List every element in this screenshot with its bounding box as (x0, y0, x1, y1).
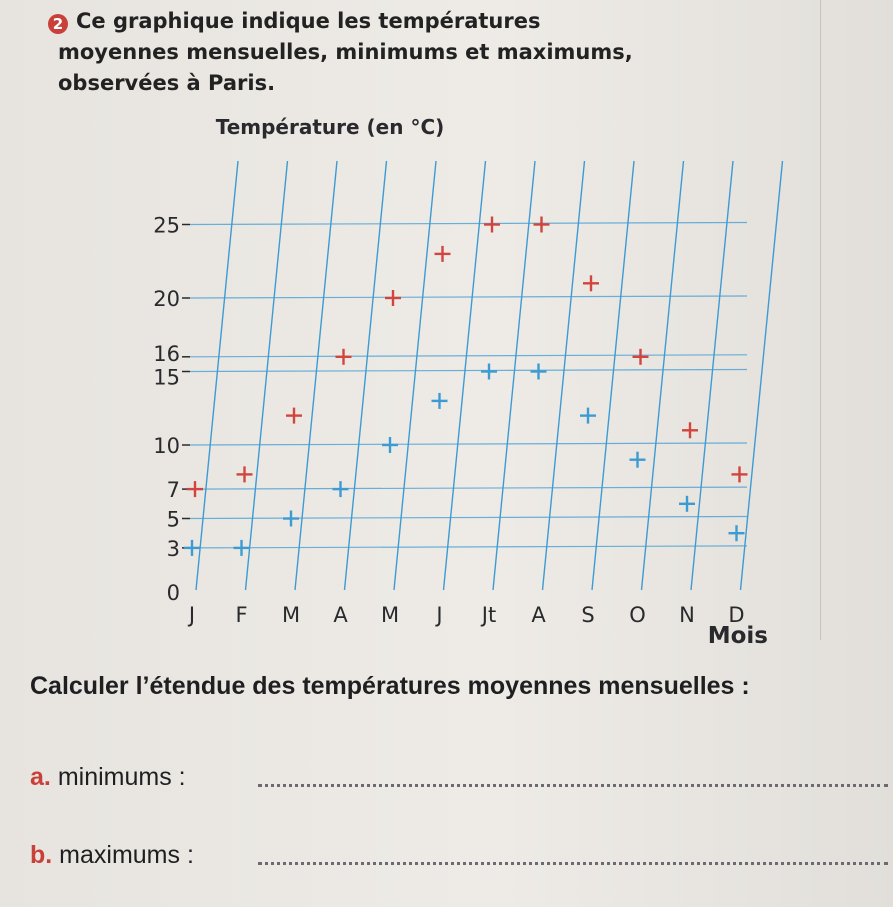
max-temp-point (534, 217, 550, 233)
y-tick-label: 10 (153, 434, 180, 458)
x-tick-label: S (581, 603, 595, 627)
answer-b-line[interactable] (258, 862, 888, 865)
min-temp-point (531, 364, 547, 380)
gridline-vertical (444, 161, 486, 590)
x-tick-label: M (380, 603, 400, 627)
x-tick-label: F (235, 603, 248, 627)
gridline-vertical (592, 161, 634, 590)
gridline-horizontal (190, 223, 747, 225)
max-temp-point (336, 349, 352, 365)
answer-b-label: maximums : (59, 841, 194, 869)
gridline-vertical (642, 161, 684, 590)
gridline-vertical (394, 161, 436, 590)
max-temp-point (435, 246, 451, 262)
y-tick-label: 7 (166, 478, 180, 503)
y-tick-label: 0 (166, 581, 180, 605)
answer-a (30, 763, 186, 792)
x-tick-label: N (679, 603, 695, 627)
max-temp-point (187, 481, 203, 497)
min-temp-point (630, 452, 646, 468)
max-temp-point (237, 466, 253, 482)
max-temp-point (583, 275, 599, 291)
min-temp-point (283, 511, 299, 527)
min-temp-point (481, 364, 497, 380)
gridline-vertical (691, 161, 733, 590)
min-temp-point (184, 540, 200, 556)
max-temp-point (633, 349, 649, 365)
gridline-horizontal (190, 355, 747, 357)
x-tick-label: J (436, 603, 443, 627)
x-tick-label: A (531, 603, 546, 627)
min-temp-point (679, 496, 695, 512)
y-tick-label: 25 (153, 213, 180, 238)
x-axis-label: Mois (707, 623, 768, 649)
gridline-vertical (741, 161, 783, 590)
x-tick-label: Jt (481, 603, 497, 627)
gridline-vertical (196, 161, 238, 590)
min-temp-point (580, 408, 596, 424)
min-temp-point (729, 525, 745, 541)
intro-line: observées à Paris. (58, 71, 276, 95)
max-temp-point (732, 466, 748, 482)
min-temp-point (234, 540, 250, 556)
x-tick-label: D (728, 603, 745, 627)
min-temp-point (333, 481, 349, 497)
gridline-horizontal (190, 517, 747, 519)
y-tick-label: 16 (153, 341, 180, 366)
max-temp-point (484, 217, 500, 233)
max-temp-point (385, 290, 401, 306)
y-tick-label: 20 (153, 287, 180, 311)
answer-a-label: minimums : (57, 763, 186, 791)
x-tick-label: J (188, 603, 196, 627)
max-temp-point (682, 422, 698, 438)
chart-title: Température (en °C) (215, 115, 445, 139)
answer-a-line[interactable] (258, 784, 888, 787)
min-temp-point (382, 437, 398, 453)
y-tick-label: 15 (153, 365, 180, 390)
answer-b (30, 841, 194, 870)
x-tick-label: A (333, 603, 348, 627)
answer-b-letter: b. (30, 841, 53, 869)
x-tick-label: O (629, 603, 646, 627)
y-tick-label: 3 (166, 536, 180, 561)
y-tick-label: 5 (166, 507, 180, 532)
min-temp-point (432, 393, 448, 409)
intro-line: moyennes mensuelles, minimums et maximums, (58, 40, 633, 64)
gridline-horizontal (190, 443, 747, 445)
gridline-horizontal (190, 546, 747, 548)
gridline-vertical (345, 161, 387, 590)
intro-line: Ce graphique indique les températures (76, 9, 541, 33)
gridline-vertical (246, 161, 288, 590)
answer-a-letter: a. (30, 763, 51, 791)
gridline-horizontal (190, 487, 747, 489)
x-tick-label: M (281, 603, 301, 627)
gridline-vertical (295, 161, 337, 590)
max-temp-point (286, 408, 302, 424)
exercise-number-badge: 2 (48, 14, 68, 34)
question-text: Calculer l’étendue des températures moyennes mensuelles : (30, 672, 750, 700)
